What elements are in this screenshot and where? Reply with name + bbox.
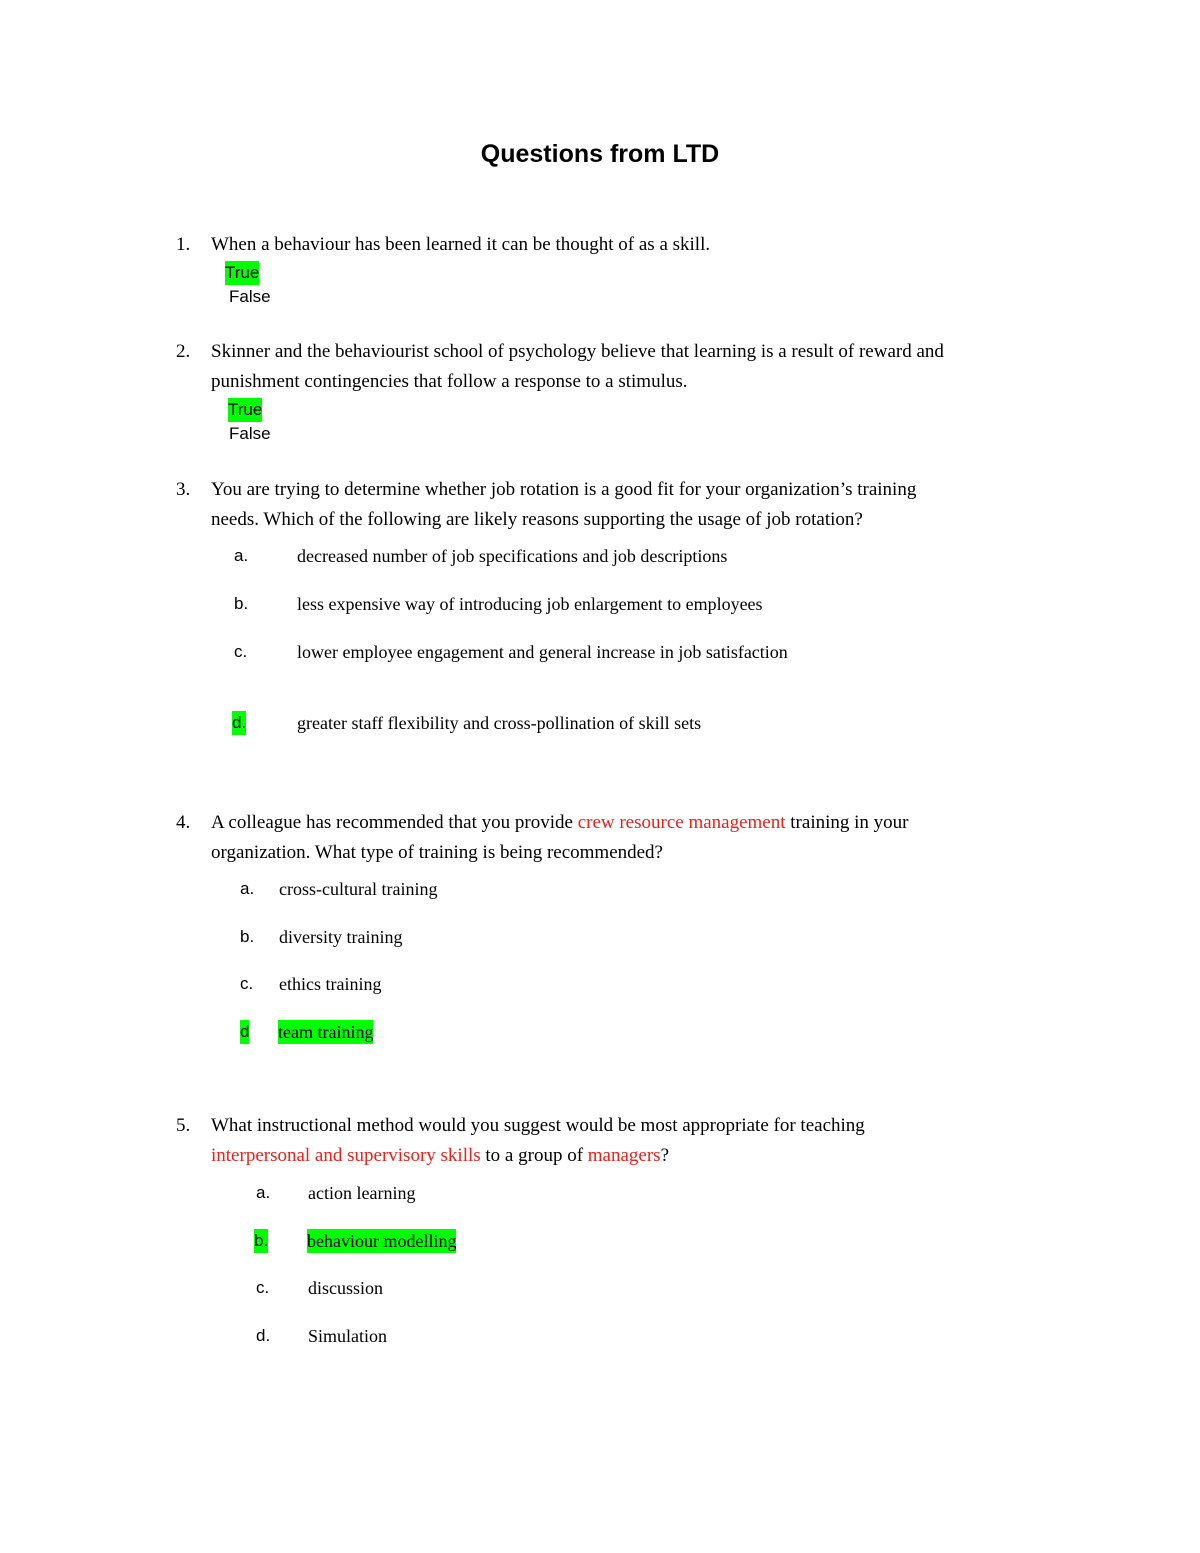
option-letter-answer: b. [254,1229,268,1253]
option-text: decreased number of job specifications and job descriptions [297,546,728,566]
option-text: ethics training [279,974,382,994]
question-number: 4. [176,812,191,833]
emphasis-text: crew resource management [577,812,786,833]
option-letter-answer: d. [232,711,246,735]
option-text: discussion [308,1278,384,1298]
option-text: diversity training [279,927,403,947]
option-letter: b. [234,594,249,613]
question-text: When a behaviour has been learned it can be thought of as a skill. [211,234,711,255]
option-letter: a. [256,1183,271,1202]
question-text-mid: to a group of [480,1145,588,1166]
question-text-line-1 [211,808,908,838]
option-true-answer: True [225,261,259,285]
question-text-end: ? [660,1145,670,1166]
option-text: lower employee engagement and general increase in job satisfaction [297,642,788,662]
question-text-line-2: organization. What type of training is being recommended? [211,842,663,863]
option-letter: c. [256,1278,270,1297]
page-title: Questions from LTD [480,140,720,168]
option-letter: c. [240,974,254,993]
question-text-pre: A colleague has recommended that you provide [211,812,578,833]
option-text: less expensive way of introducing job enlargement to employees [297,594,763,614]
emphasis-text: managers [587,1145,661,1166]
question-text-line-2: punishment contingencies that follow a response to a stimulus. [211,371,688,392]
question-number: 3. [176,479,191,500]
option-letter-answer: d [240,1020,249,1044]
option-false: False [229,424,271,443]
question-number: 2. [176,341,191,362]
option-text-answer: team training [278,1022,374,1042]
option-letter: b. [240,927,255,946]
option-letter: c. [234,642,248,661]
option-text-answer: behaviour modelling [307,1231,457,1251]
question-text-post: training in your [785,812,909,833]
option-letter: a. [240,879,255,898]
emphasis-text: interpersonal and supervisory skills [211,1145,481,1166]
question-number: 5. [176,1115,191,1136]
question-number: 1. [176,234,191,255]
option-text: action learning [308,1183,416,1203]
option-letter: d. [256,1326,271,1345]
option-true-answer: True [228,398,262,422]
option-letter: a. [234,546,249,565]
question-text-line-2: needs. Which of the following are likely reasons supporting the usage of job rotation? [211,509,863,530]
option-false: False [229,287,271,306]
question-text-line-1: What instructional method would you suggest would be most appropriate for teaching [211,1115,865,1136]
option-text: greater staff flexibility and cross-pollination of skill sets [297,713,702,733]
question-text-line-1: Skinner and the behaviourist school of psychology believe that learning is a result of reward and [211,341,944,362]
option-text: cross-cultural training [279,879,438,899]
question-text-line-2 [211,1141,669,1171]
question-text-line-1: You are trying to determine whether job rotation is a good fit for your organization’s training [211,479,917,500]
option-text: Simulation [308,1326,388,1346]
